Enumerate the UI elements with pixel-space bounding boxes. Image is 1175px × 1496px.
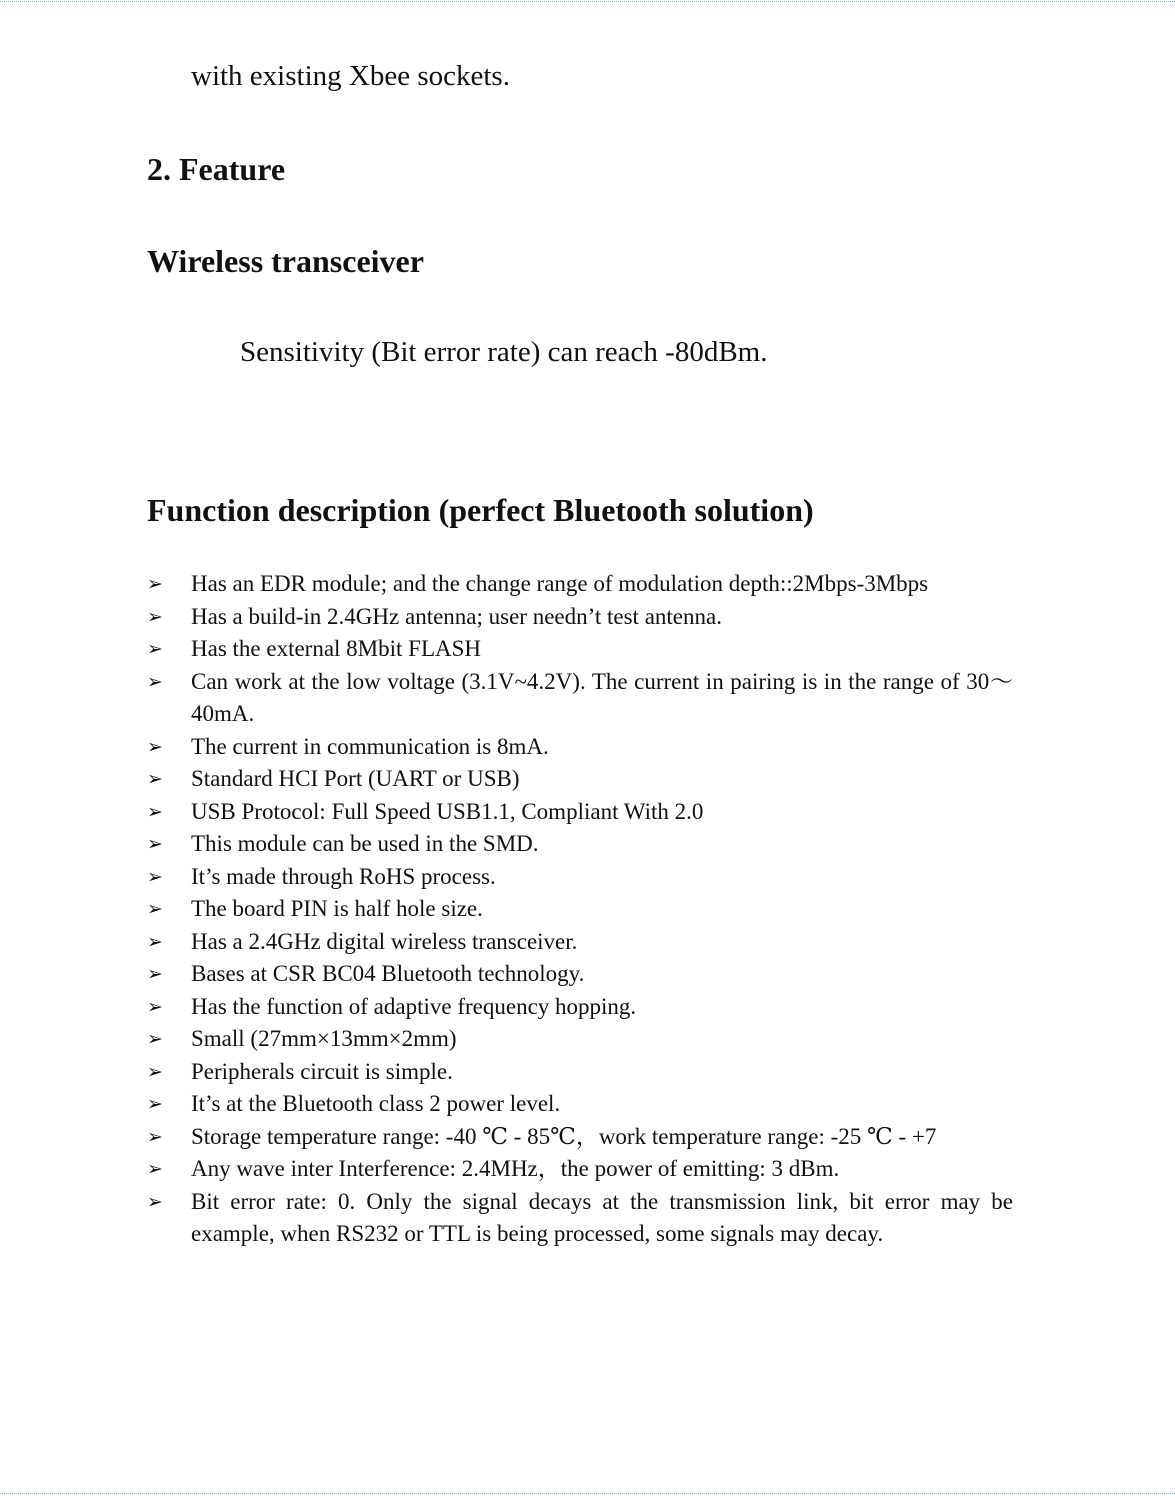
feature-item-text: Bit error rate: 0. Only the signal decays at the transmission link, bit error may be example, when RS232 or TTL is being processed, some signals may decay. [191, 1188, 1013, 1246]
feature-item-text: Has the external 8Mbit FLASH [191, 636, 482, 661]
page-border-top [0, 1, 1175, 2]
arrowhead-bullet-icon: ➢ [147, 1158, 163, 1180]
feature-list [147, 568, 1013, 1251]
feature-item [147, 1153, 1013, 1186]
arrowhead-bullet-icon: ➢ [147, 1190, 163, 1213]
feature-item-text: It’s at the Bluetooth class 2 power level. [191, 1091, 561, 1116]
feature-item-text: Standard HCI Port (UART or USB) [191, 766, 520, 791]
arrowhead-bullet-icon: ➢ [147, 768, 163, 790]
arrowhead-bullet-icon: ➢ [147, 963, 163, 985]
arrowhead-bullet-icon: ➢ [147, 1060, 163, 1083]
feature-item [147, 1186, 1013, 1251]
feature-item-text: USB Protocol: Full Speed USB1.1, Compliant With 2.0 [191, 798, 704, 824]
arrowhead-bullet-icon: ➢ [147, 1093, 163, 1115]
feature-item [147, 958, 1013, 991]
arrowhead-bullet-icon: ➢ [147, 930, 163, 953]
feature-item-text: Has a 2.4GHz digital wireless transceiver. [191, 928, 578, 954]
feature-item-text: Storage temperature range: -40 ℃ - 85℃，work temperature range: -25 ℃ - +7 [191, 1123, 937, 1149]
arrowhead-bullet-icon: ➢ [147, 1028, 163, 1050]
arrowhead-bullet-icon: ➢ [147, 638, 163, 660]
feature-item [147, 568, 1013, 601]
feature-item-text: This module can be used in the SMD. [191, 831, 539, 856]
feature-item [147, 1056, 1013, 1089]
feature-item [147, 666, 1013, 731]
feature-item [147, 861, 1013, 894]
arrowhead-bullet-icon: ➢ [147, 605, 163, 628]
feature-item-text: Any wave inter Interference: 2.4MHz，the power of emitting: 3 dBm. [191, 1156, 840, 1181]
feature-item [147, 796, 1013, 829]
feature-item-text: Has a build-in 2.4GHz antenna; user needn’t test antenna. [191, 603, 722, 629]
arrowhead-bullet-icon: ➢ [147, 670, 163, 693]
arrowhead-bullet-icon: ➢ [147, 800, 163, 823]
arrowhead-bullet-icon: ➢ [147, 833, 163, 855]
feature-item-text: Peripherals circuit is simple. [191, 1058, 453, 1084]
feature-item-text: Has an EDR module; and the change range of modulation depth::2Mbps-3Mbps [191, 571, 929, 596]
function-description-heading: Function description (perfect Bluetooth solution) [147, 492, 814, 528]
feature-item [147, 1088, 1013, 1121]
feature-item-text: The board PIN is half hole size. [191, 896, 483, 921]
arrowhead-bullet-icon: ➢ [147, 995, 163, 1018]
arrowhead-bullet-icon: ➢ [147, 865, 163, 888]
feature-item [147, 1023, 1013, 1056]
wireless-transceiver-heading: Wireless transceiver [147, 243, 424, 279]
feature-item [147, 893, 1013, 926]
feature-item-text: The current in communication is 8mA. [191, 733, 549, 759]
feature-item [147, 1121, 1013, 1154]
feature-item-text: Has the function of adaptive frequency hopping. [191, 993, 637, 1019]
feature-item-text: Small (27mm×13mm×2mm) [191, 1026, 457, 1051]
feature-item-text: It’s made through RoHS process. [191, 863, 496, 889]
feature-item [147, 633, 1013, 666]
feature-item [147, 763, 1013, 796]
feature-item [147, 601, 1013, 634]
page-border-bottom [0, 1493, 1175, 1494]
feature-item-text: Bases at CSR BC04 Bluetooth technology. [191, 961, 585, 986]
arrowhead-bullet-icon: ➢ [147, 735, 163, 758]
feature-item [147, 731, 1013, 764]
feature-item-text: Can work at the low voltage (3.1V~4.2V). The current in pairing is in the range of 30～40mA. [191, 668, 1013, 726]
arrowhead-bullet-icon: ➢ [147, 898, 163, 920]
feature-item [147, 991, 1013, 1024]
arrowhead-bullet-icon: ➢ [147, 1125, 163, 1148]
section-heading-feature: 2. Feature [147, 151, 286, 187]
arrowhead-bullet-icon: ➢ [147, 573, 163, 595]
feature-item [147, 828, 1013, 861]
intro-continuation-text: with existing Xbee sockets. [191, 60, 510, 92]
sensitivity-text: Sensitivity (Bit error rate) can reach -80dBm. [240, 336, 768, 368]
feature-item [147, 926, 1013, 959]
